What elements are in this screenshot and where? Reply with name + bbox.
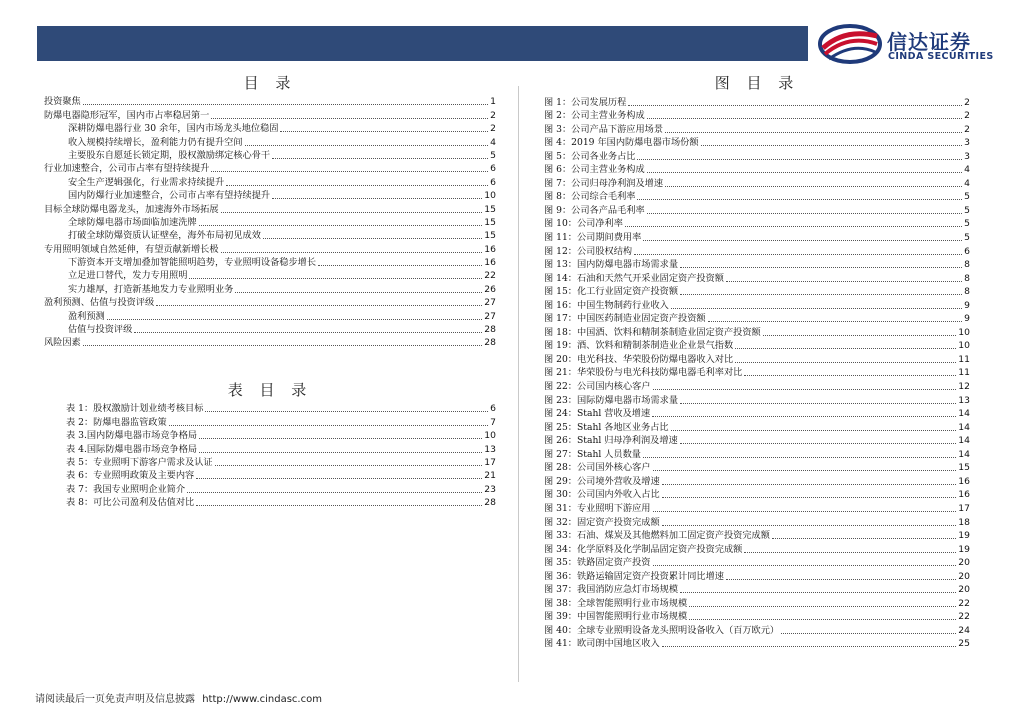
figure-entry[interactable] bbox=[544, 366, 970, 380]
figure-entry[interactable] bbox=[544, 529, 970, 543]
figure-entry-page: 13 bbox=[958, 394, 970, 406]
contents-entry-page: 15 bbox=[484, 203, 496, 215]
table-entry-page: 13 bbox=[484, 443, 496, 455]
figure-entry-label: 图 31：专业照明下游应用 bbox=[544, 502, 651, 514]
figure-entry-label: 图 22：公司国内核心客户 bbox=[544, 381, 651, 393]
figure-entry[interactable] bbox=[544, 352, 970, 366]
dot-leader bbox=[235, 291, 482, 293]
dot-leader bbox=[196, 504, 482, 506]
figure-entry-page: 19 bbox=[958, 543, 970, 555]
figure-entry-page: 9 bbox=[964, 313, 970, 325]
contents-entry-label: 深耕防爆电器行业 30 余年，国内市场龙头地位稳固 bbox=[68, 123, 279, 135]
contents-entry-page: 28 bbox=[484, 324, 496, 336]
table-entry-page: 21 bbox=[484, 470, 496, 482]
figure-entry-label: 图 27：Stahl 人员数量 bbox=[544, 448, 641, 460]
contents-entry[interactable] bbox=[44, 95, 496, 108]
contents-entry-page: 15 bbox=[484, 230, 496, 242]
figure-entry[interactable] bbox=[544, 312, 970, 326]
figure-entry-label: 图 9：公司各产品毛利率 bbox=[544, 204, 645, 216]
cinda-logo-icon bbox=[815, 22, 885, 66]
column-divider bbox=[518, 86, 519, 682]
cinda-logo bbox=[815, 22, 1015, 66]
dot-leader bbox=[221, 211, 483, 213]
dot-leader bbox=[215, 464, 483, 466]
figure-entry-page: 15 bbox=[958, 462, 970, 474]
logo-chinese-name: 信达证券 bbox=[887, 30, 971, 54]
figure-entry-label: 图 40：全球专业照明设备龙头照明设备收入（百万欧元） bbox=[544, 624, 780, 636]
dot-leader bbox=[634, 253, 962, 255]
contents-entry-page: 2 bbox=[490, 109, 496, 121]
contents-entry-label: 收入规模持续增长，盈利能力仍有提升空间 bbox=[68, 136, 243, 148]
figure-entry-page: 8 bbox=[964, 286, 970, 298]
figure-entry-page: 2 bbox=[964, 123, 970, 135]
figure-entry-page: 3 bbox=[964, 150, 970, 162]
contents-entry-page: 16 bbox=[484, 243, 496, 255]
table-entry-label: 表 2：防爆电器监管政策 bbox=[66, 416, 167, 428]
figure-entry[interactable] bbox=[544, 420, 970, 434]
figure-entry-label: 图 32：固定资产投资完成额 bbox=[544, 516, 660, 528]
figure-entry[interactable] bbox=[544, 542, 970, 556]
figure-entry[interactable] bbox=[544, 230, 970, 244]
contents-entry[interactable] bbox=[44, 282, 496, 295]
figure-entry-page: 9 bbox=[964, 299, 970, 311]
figure-entry-label: 图 7：公司归母净利润及增速 bbox=[544, 177, 664, 189]
figure-entry-page: 14 bbox=[958, 448, 970, 460]
figures-section bbox=[544, 74, 970, 650]
figure-entry-page: 11 bbox=[958, 367, 970, 379]
figure-entry-label: 图 35：铁路固定资产投资 bbox=[544, 557, 651, 569]
dot-leader bbox=[643, 239, 962, 241]
dot-leader bbox=[726, 578, 956, 580]
figure-entry[interactable] bbox=[544, 610, 970, 624]
contents-entry[interactable] bbox=[44, 202, 496, 215]
figure-entry[interactable] bbox=[544, 244, 970, 258]
figure-entry[interactable] bbox=[544, 393, 970, 407]
dot-leader bbox=[653, 469, 957, 471]
contents-entry-label: 立足进口替代，发力专用照明 bbox=[68, 270, 188, 282]
dot-leader bbox=[211, 117, 488, 119]
figure-entry[interactable] bbox=[544, 488, 970, 502]
dot-leader bbox=[662, 496, 957, 498]
contents-entry-label: 行业加速整合，公司市占率有望持续提升 bbox=[44, 163, 210, 175]
header-bar bbox=[37, 26, 808, 61]
figure-entry-label: 图 18：中国酒、饮料和精制茶制造业固定资产投资额 bbox=[544, 326, 761, 338]
dot-leader bbox=[680, 442, 957, 444]
figure-entry-label: 图 10：公司净利率 bbox=[544, 218, 623, 230]
figure-entry[interactable] bbox=[544, 325, 970, 339]
dot-leader bbox=[205, 410, 488, 412]
contents-entry[interactable] bbox=[44, 149, 496, 162]
contents-entry[interactable] bbox=[44, 256, 496, 269]
contents-list bbox=[44, 95, 496, 349]
dot-leader bbox=[625, 225, 962, 227]
footer-url[interactable]: http://www.cindasc.com bbox=[202, 694, 322, 705]
contents-entry-page: 6 bbox=[490, 163, 496, 175]
contents-entry-page: 22 bbox=[484, 270, 496, 282]
figure-entry-label: 图 26：Stahl 归母净利润及增速 bbox=[544, 435, 678, 447]
figure-entry-page: 2 bbox=[964, 96, 970, 108]
figure-entry-page: 5 bbox=[964, 232, 970, 244]
figure-entry[interactable] bbox=[544, 285, 970, 299]
figure-entry[interactable] bbox=[544, 407, 970, 421]
contents-entry[interactable] bbox=[44, 175, 496, 188]
contents-section bbox=[44, 74, 496, 349]
contents-entry[interactable] bbox=[44, 242, 496, 255]
dot-leader bbox=[662, 524, 957, 526]
dot-leader bbox=[280, 130, 488, 132]
figure-entry[interactable] bbox=[544, 623, 970, 637]
contents-entry-label: 估值与投资评级 bbox=[68, 324, 133, 336]
figure-entry-label: 图 36：铁路运输固定资产投资累计同比增速 bbox=[544, 570, 724, 582]
figure-entry-page: 2 bbox=[964, 110, 970, 122]
figure-entry-page: 3 bbox=[964, 137, 970, 149]
figure-entry-label: 图 15：化工行业固定资产投资额 bbox=[544, 286, 679, 298]
dot-leader bbox=[781, 632, 956, 634]
figure-entry-label: 图 14：石油和天然气开采业固定资产投资额 bbox=[544, 272, 724, 284]
dot-leader bbox=[196, 477, 482, 479]
dot-leader bbox=[680, 591, 956, 593]
figure-entry-page: 4 bbox=[964, 164, 970, 176]
figure-entry-label: 图 12：公司股权结构 bbox=[544, 245, 633, 257]
dot-leader bbox=[744, 374, 956, 376]
figure-entry-label: 图 8：公司综合毛利率 bbox=[544, 191, 636, 203]
figure-entry[interactable] bbox=[544, 339, 970, 353]
figure-entry-label: 图 3：公司产品下游应用场景 bbox=[544, 123, 664, 135]
figure-entry-page: 4 bbox=[964, 177, 970, 189]
dot-leader bbox=[726, 280, 962, 282]
dot-leader bbox=[134, 331, 482, 333]
figure-entry-page: 16 bbox=[958, 475, 970, 487]
figure-entry[interactable] bbox=[544, 447, 970, 461]
figure-entry-page: 11 bbox=[958, 353, 970, 365]
dot-leader bbox=[199, 437, 482, 439]
contents-entry[interactable] bbox=[44, 216, 496, 229]
figure-entry-label: 图 23：国际防爆电器市场需求量 bbox=[544, 394, 679, 406]
contents-entry-page: 5 bbox=[490, 149, 496, 161]
contents-entry[interactable] bbox=[44, 135, 496, 148]
contents-entry-label: 盈利预测、估值与投资评级 bbox=[44, 297, 155, 309]
contents-entry[interactable] bbox=[44, 336, 496, 349]
figure-entry[interactable] bbox=[544, 149, 970, 163]
table-entry-page: 7 bbox=[490, 416, 496, 428]
figure-entry-label: 图 13：国内防爆电器市场需求量 bbox=[544, 259, 679, 271]
contents-entry-page: 1 bbox=[490, 96, 496, 108]
figure-entry-page: 20 bbox=[958, 570, 970, 582]
figure-entry-page: 16 bbox=[958, 489, 970, 501]
dot-leader bbox=[680, 293, 962, 295]
figure-entry[interactable] bbox=[544, 637, 970, 651]
figure-entry-page: 14 bbox=[958, 421, 970, 433]
dot-leader bbox=[680, 402, 956, 404]
figure-entry[interactable] bbox=[544, 217, 970, 231]
table-entry[interactable] bbox=[44, 429, 496, 442]
table-entry-label: 表 6：专业照明政策及主要内容 bbox=[66, 470, 195, 482]
dot-leader bbox=[647, 212, 963, 214]
figure-entry[interactable] bbox=[544, 515, 970, 529]
figure-entry-page: 5 bbox=[964, 191, 970, 203]
dot-leader bbox=[647, 117, 963, 119]
contents-entry-page: 27 bbox=[484, 310, 496, 322]
contents-entry[interactable] bbox=[44, 323, 496, 336]
dot-leader bbox=[156, 304, 482, 306]
dot-leader bbox=[272, 197, 482, 199]
dot-leader bbox=[263, 237, 482, 239]
dot-leader bbox=[187, 491, 482, 493]
dot-leader bbox=[665, 185, 962, 187]
table-entry-page: 23 bbox=[484, 483, 496, 495]
figure-entry[interactable] bbox=[544, 461, 970, 475]
figure-entry-page: 10 bbox=[958, 340, 970, 352]
figure-entry-label: 图 21：华荣股份与电光科技防爆电器毛利率对比 bbox=[544, 367, 743, 379]
contents-title: 目 录 bbox=[243, 74, 297, 92]
contents-entry-label: 风险因素 bbox=[44, 337, 81, 349]
contents-entry-page: 6 bbox=[490, 176, 496, 188]
figure-entry-label: 图 16：中国生物制药行业收入 bbox=[544, 299, 669, 311]
contents-entry-label: 打破全球防爆资质认证壁垒，海外布局初见成效 bbox=[68, 230, 261, 242]
logo-english-name: CINDA SECURITIES bbox=[888, 51, 994, 62]
figure-entry-page: 20 bbox=[958, 557, 970, 569]
dot-leader bbox=[653, 510, 957, 512]
figure-entry-page: 24 bbox=[958, 624, 970, 636]
figure-entry-label: 图 38：全球智能照明行业市场规模 bbox=[544, 597, 688, 609]
figure-entry[interactable] bbox=[544, 122, 970, 136]
dot-leader bbox=[689, 605, 956, 607]
figure-entry[interactable] bbox=[544, 258, 970, 272]
dot-leader bbox=[662, 645, 957, 647]
figure-entry-label: 图 25：Stahl 各地区业务占比 bbox=[544, 421, 669, 433]
figure-entry-label: 图 29：公司境外营收及增速 bbox=[544, 475, 660, 487]
table-entry[interactable] bbox=[44, 442, 496, 455]
figures-list bbox=[544, 95, 970, 650]
figure-entry-page: 25 bbox=[958, 638, 970, 650]
contents-entry-label: 投资聚焦 bbox=[44, 96, 81, 108]
dot-leader bbox=[680, 266, 962, 268]
figure-entry[interactable] bbox=[544, 298, 970, 312]
contents-entry[interactable] bbox=[44, 309, 496, 322]
figure-entry[interactable] bbox=[544, 190, 970, 204]
figure-entry-label: 图 34：化学原料及化学制品固定资产投资完成额 bbox=[544, 543, 743, 555]
figure-entry[interactable] bbox=[544, 136, 970, 150]
table-entry-label: 表 5：专业照明下游客户需求及认证 bbox=[66, 456, 213, 468]
figure-entry-label: 图 6：公司主营业务构成 bbox=[544, 164, 645, 176]
figure-entry[interactable] bbox=[544, 569, 970, 583]
dot-leader bbox=[637, 158, 962, 160]
contents-entry-label: 实力雄厚，打造新基地发力专业照明业务 bbox=[68, 283, 234, 295]
figure-entry-page: 6 bbox=[964, 245, 970, 257]
figure-entry-page: 10 bbox=[958, 326, 970, 338]
tables-title: 表 目 录 bbox=[227, 381, 313, 399]
figure-entry-page: 17 bbox=[958, 502, 970, 514]
contents-entry-label: 国内防爆行业加速整合，公司市占率有望持续提升 bbox=[68, 190, 271, 202]
figure-entry-page: 5 bbox=[964, 204, 970, 216]
figure-entry-page: 22 bbox=[958, 611, 970, 623]
dot-leader bbox=[226, 184, 488, 186]
figure-entry-label: 图 33：石油、煤炭及其他燃料加工固定资产投资完成额 bbox=[544, 530, 770, 542]
figure-entry[interactable] bbox=[544, 95, 970, 109]
figure-entry-page: 12 bbox=[958, 381, 970, 393]
contents-entry[interactable] bbox=[44, 189, 496, 202]
figure-entry-label: 图 5：公司各业务占比 bbox=[544, 150, 636, 162]
contents-entry[interactable] bbox=[44, 162, 496, 175]
dot-leader bbox=[735, 361, 956, 363]
figure-entry[interactable] bbox=[544, 556, 970, 570]
dot-leader bbox=[735, 347, 956, 349]
contents-entry-page: 15 bbox=[484, 216, 496, 228]
figure-entry-label: 图 24：Stahl 营收及增速 bbox=[544, 408, 651, 420]
dot-leader bbox=[653, 564, 957, 566]
table-entry[interactable] bbox=[44, 402, 496, 415]
contents-entry-label: 盈利预测 bbox=[68, 310, 105, 322]
figure-entry-label: 图 37：我国消防应急灯市场规模 bbox=[544, 584, 679, 596]
contents-entry[interactable] bbox=[44, 269, 496, 282]
contents-entry-page: 4 bbox=[490, 136, 496, 148]
dot-leader bbox=[643, 456, 956, 458]
dot-leader bbox=[708, 320, 963, 322]
figure-entry-page: 5 bbox=[964, 218, 970, 230]
figure-entry-label: 图 39：中国智能照明行业市场规模 bbox=[544, 611, 688, 623]
figure-entry-label: 图 19：酒、饮料和精制茶制造业企业景气指数 bbox=[544, 340, 734, 352]
dot-leader bbox=[628, 104, 962, 106]
figure-entry[interactable] bbox=[544, 583, 970, 597]
figure-entry-page: 14 bbox=[958, 408, 970, 420]
contents-entry-page: 16 bbox=[484, 257, 496, 269]
table-entry-page: 28 bbox=[484, 497, 496, 509]
contents-entry-label: 防爆电器隐形冠军，国内市占率稳居第一 bbox=[44, 109, 210, 121]
contents-entry-label: 下游资本开支增加叠加智能照明趋势，专业照明设备稳步增长 bbox=[68, 257, 317, 269]
table-entry[interactable] bbox=[44, 469, 496, 482]
dot-leader bbox=[245, 144, 489, 146]
figure-entry-label: 图 17：中国医药制造业固定资产投资额 bbox=[544, 313, 706, 325]
dot-leader bbox=[689, 618, 956, 620]
dot-leader bbox=[199, 451, 482, 453]
dot-leader bbox=[318, 264, 482, 266]
contents-entry[interactable] bbox=[44, 229, 496, 242]
table-entry-label: 表 4.国际防爆电器市场竞争格局 bbox=[66, 443, 198, 455]
dot-leader bbox=[637, 198, 962, 200]
table-entry-label: 表 8：可比公司盈利及估值对比 bbox=[66, 497, 195, 509]
table-entry-page: 6 bbox=[490, 403, 496, 415]
dot-leader bbox=[189, 277, 482, 279]
figure-entry-label: 图 20：电光科技、华荣股份防爆电器收入对比 bbox=[544, 353, 734, 365]
contents-entry-page: 27 bbox=[484, 297, 496, 309]
contents-entry-label: 安全生产逻辑强化，行业需求持续提升 bbox=[68, 176, 225, 188]
dot-leader bbox=[169, 424, 489, 426]
dot-leader bbox=[744, 551, 956, 553]
dot-leader bbox=[83, 103, 488, 105]
contents-entry-label: 全球防爆电器市场面临加速洗牌 bbox=[68, 216, 197, 228]
contents-entry-page: 10 bbox=[484, 190, 496, 202]
figure-entry-page: 8 bbox=[964, 272, 970, 284]
figure-entry[interactable] bbox=[544, 596, 970, 610]
figure-entry-page: 20 bbox=[958, 584, 970, 596]
dot-leader bbox=[763, 334, 957, 336]
table-entry[interactable] bbox=[44, 482, 496, 495]
tables-list bbox=[44, 402, 496, 509]
figure-entry[interactable] bbox=[544, 176, 970, 190]
footer-disclaimer: 请阅读最后一页免责声明及信息披露 bbox=[35, 694, 195, 705]
contents-entry[interactable] bbox=[44, 296, 496, 309]
figure-entry[interactable] bbox=[544, 203, 970, 217]
contents-entry-page: 2 bbox=[490, 123, 496, 135]
table-entry-label: 表 1：股权激励计划业绩考核目标 bbox=[66, 403, 204, 415]
contents-entry[interactable] bbox=[44, 108, 496, 121]
contents-entry[interactable] bbox=[44, 122, 496, 135]
table-entry[interactable] bbox=[44, 496, 496, 509]
contents-entry-label: 专用照明领域自然延伸，有望贡献新增长极 bbox=[44, 243, 219, 255]
contents-entry-page: 28 bbox=[484, 337, 496, 349]
figure-entry-label: 图 1：公司发展历程 bbox=[544, 96, 627, 108]
dot-leader bbox=[701, 144, 963, 146]
dot-leader bbox=[653, 388, 957, 390]
figure-entry-page: 19 bbox=[958, 530, 970, 542]
dot-leader bbox=[671, 429, 957, 431]
dot-leader bbox=[83, 344, 483, 346]
dot-leader bbox=[662, 483, 957, 485]
table-entry-label: 表 7：我国专业照明企业简介 bbox=[66, 483, 186, 495]
tables-section bbox=[44, 381, 496, 509]
dot-leader bbox=[652, 415, 956, 417]
contents-entry-page: 26 bbox=[484, 283, 496, 295]
dot-leader bbox=[221, 251, 483, 253]
figure-entry[interactable] bbox=[544, 434, 970, 448]
dot-leader bbox=[647, 171, 963, 173]
figure-entry[interactable] bbox=[544, 474, 970, 488]
dot-leader bbox=[772, 537, 956, 539]
footer bbox=[35, 690, 322, 705]
figure-entry[interactable] bbox=[544, 163, 970, 177]
table-entry-label: 表 3.国内防爆电器市场竞争格局 bbox=[66, 430, 198, 442]
figure-entry-label: 图 2：公司主营业务构成 bbox=[544, 110, 645, 122]
dot-leader bbox=[272, 157, 488, 159]
figure-entry-label: 图 41：欧司朗中国地区收入 bbox=[544, 638, 660, 650]
table-entry-page: 17 bbox=[484, 456, 496, 468]
figure-entry-label: 图 30：公司国内外收入占比 bbox=[544, 489, 660, 501]
table-entry[interactable] bbox=[44, 456, 496, 469]
dot-leader bbox=[665, 131, 962, 133]
figure-entry-label: 图 11：公司期间费用率 bbox=[544, 232, 642, 244]
figure-entry-page: 22 bbox=[958, 597, 970, 609]
figures-title: 图 目 录 bbox=[714, 74, 800, 92]
figure-entry[interactable] bbox=[544, 271, 970, 285]
dot-leader bbox=[107, 318, 483, 320]
figure-entry[interactable] bbox=[544, 501, 970, 515]
figure-entry[interactable] bbox=[544, 109, 970, 123]
table-entry[interactable] bbox=[44, 415, 496, 428]
dot-leader bbox=[671, 307, 962, 309]
figure-entry-page: 18 bbox=[958, 516, 970, 528]
dot-leader bbox=[199, 224, 483, 226]
figure-entry-page: 14 bbox=[958, 435, 970, 447]
table-entry-page: 10 bbox=[484, 430, 496, 442]
figure-entry[interactable] bbox=[544, 379, 970, 393]
contents-entry-label: 主要股东自愿延长锁定期，股权激励绑定核心骨干 bbox=[68, 149, 271, 161]
figure-entry-page: 8 bbox=[964, 259, 970, 271]
figure-entry-label: 图 28：公司国外核心客户 bbox=[544, 462, 651, 474]
figure-entry-label: 图 4：2019 年国内防爆电器市场份额 bbox=[544, 137, 699, 149]
dot-leader bbox=[211, 170, 488, 172]
contents-entry-label: 目标全球防爆电器龙头，加速海外市场拓展 bbox=[44, 203, 219, 215]
